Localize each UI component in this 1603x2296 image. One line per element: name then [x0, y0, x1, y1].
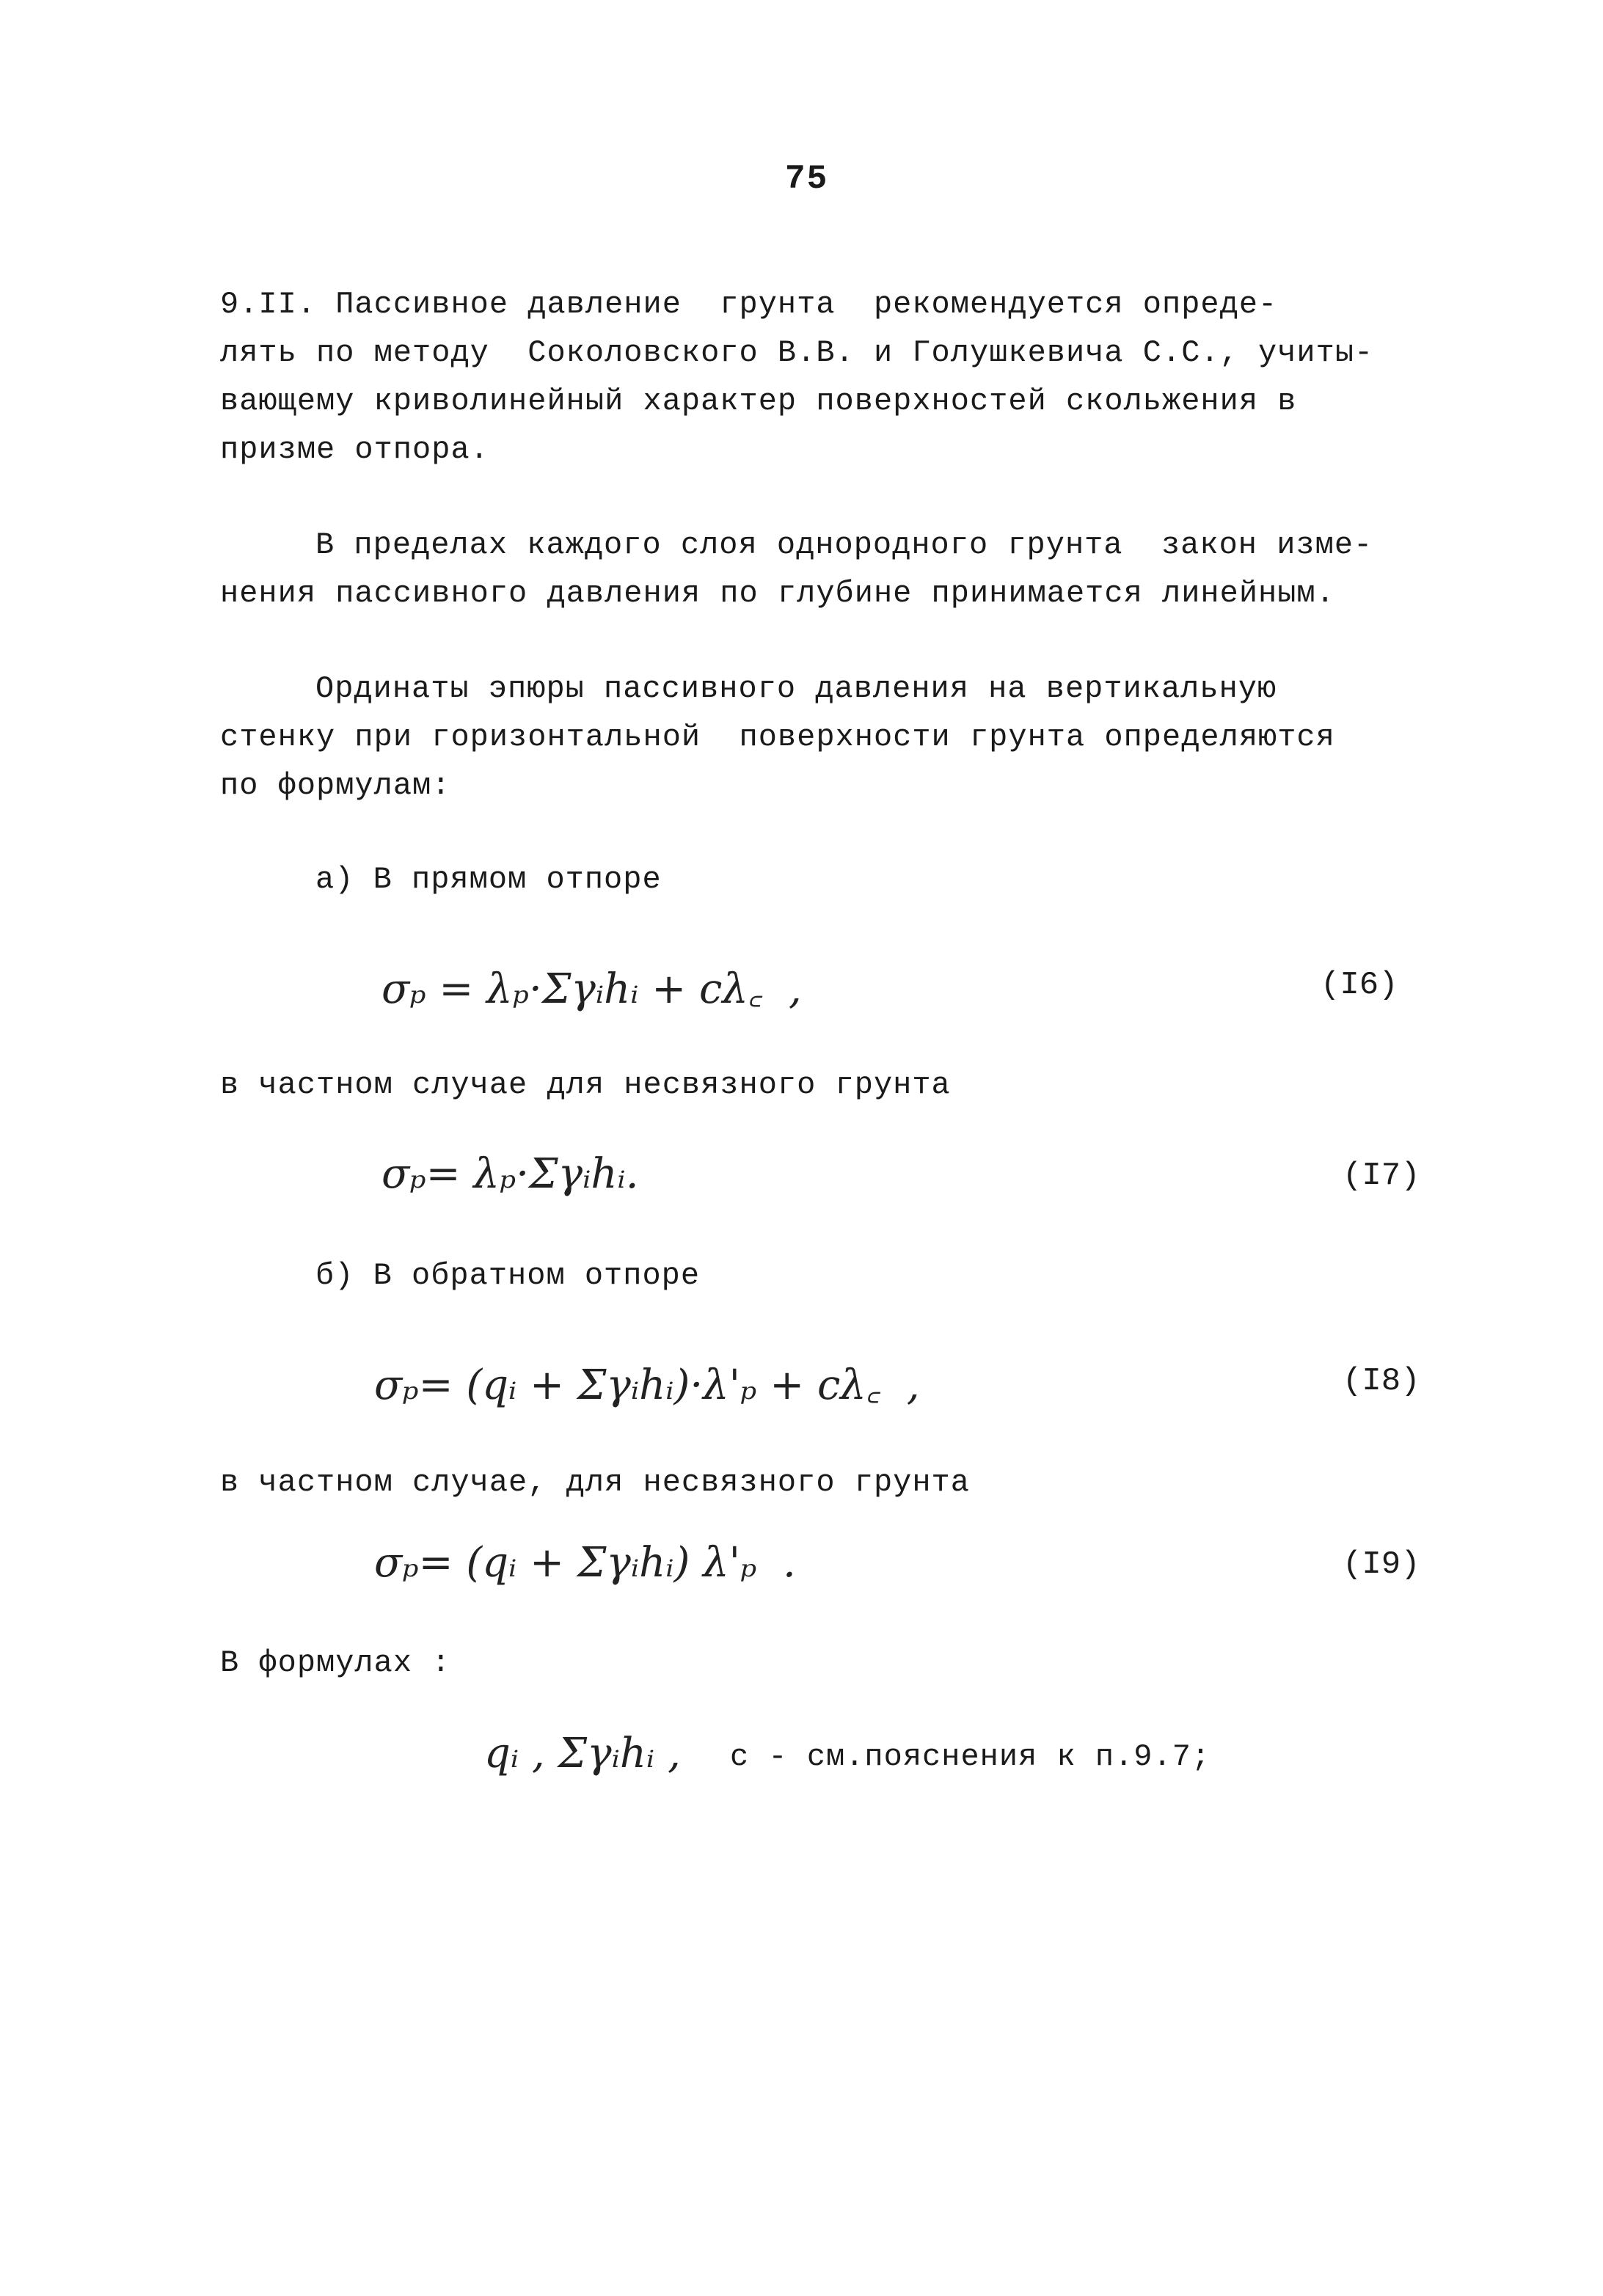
formula-17: σₚ= λₚ·Σγᵢhᵢ.	[381, 1150, 639, 1198]
case-b-heading: б) В обратном отпоре	[315, 1258, 701, 1293]
paragraph-9-11-line-1: 9.II. Пассивное давление грунта рекомендуется опреде-	[220, 287, 1278, 322]
paragraph-9-11-line-2: лять по методу Соколовского В.В. и Голушкевича С.С., учиты-	[220, 335, 1374, 370]
legend-explanation: с - см.пояснения к п.9.7;	[730, 1739, 1211, 1774]
paragraph-ordinates-line-2: стенку при горизонтальной поверхности грунта определяются	[220, 720, 1335, 755]
formula-18: σₚ= (qᵢ + Σγᵢhᵢ)·λ'ₚ + cλ꜀ ,	[374, 1361, 920, 1409]
paragraph-layer-line-2: нения пассивного давления по глубине принимается линейным.	[220, 576, 1335, 611]
paragraph-ordinates-line-1: Ординаты эпюры пассивного давления на вертикальную	[315, 671, 1277, 706]
note-cohesionless-2: в частном случае, для несвязного грунта	[220, 1465, 970, 1500]
equation-number-17: (I7)	[1343, 1158, 1420, 1194]
page-number: 75	[785, 160, 829, 198]
case-a-heading: а) В прямом отпоре	[315, 862, 662, 897]
paragraph-ordinates-line-3: по формулам:	[220, 768, 451, 803]
paragraph-9-11-line-4: призме отпора.	[220, 432, 489, 467]
in-formulas-heading: В формулах :	[220, 1645, 451, 1681]
legend-symbols: qᵢ , Σγᵢhᵢ ,	[484, 1730, 681, 1777]
paragraph-9-11-line-3: вающему криволинейный характер поверхностей скольжения в	[220, 384, 1297, 419]
note-cohesionless-1: в частном случае для несвязного грунта	[220, 1067, 951, 1103]
equation-number-16: (I6)	[1321, 967, 1398, 1003]
formula-19: σₚ= (qᵢ + Σγᵢhᵢ) λ'ₚ .	[374, 1539, 796, 1587]
formula-16: σₚ = λₚ·Σγᵢhᵢ + cλ꜀ ,	[381, 965, 802, 1013]
equation-number-19: (I9)	[1343, 1546, 1420, 1583]
paragraph-layer-line-1: В пределах каждого слоя однородного грунта закон изме-	[315, 527, 1373, 563]
equation-number-18: (I8)	[1343, 1363, 1420, 1400]
